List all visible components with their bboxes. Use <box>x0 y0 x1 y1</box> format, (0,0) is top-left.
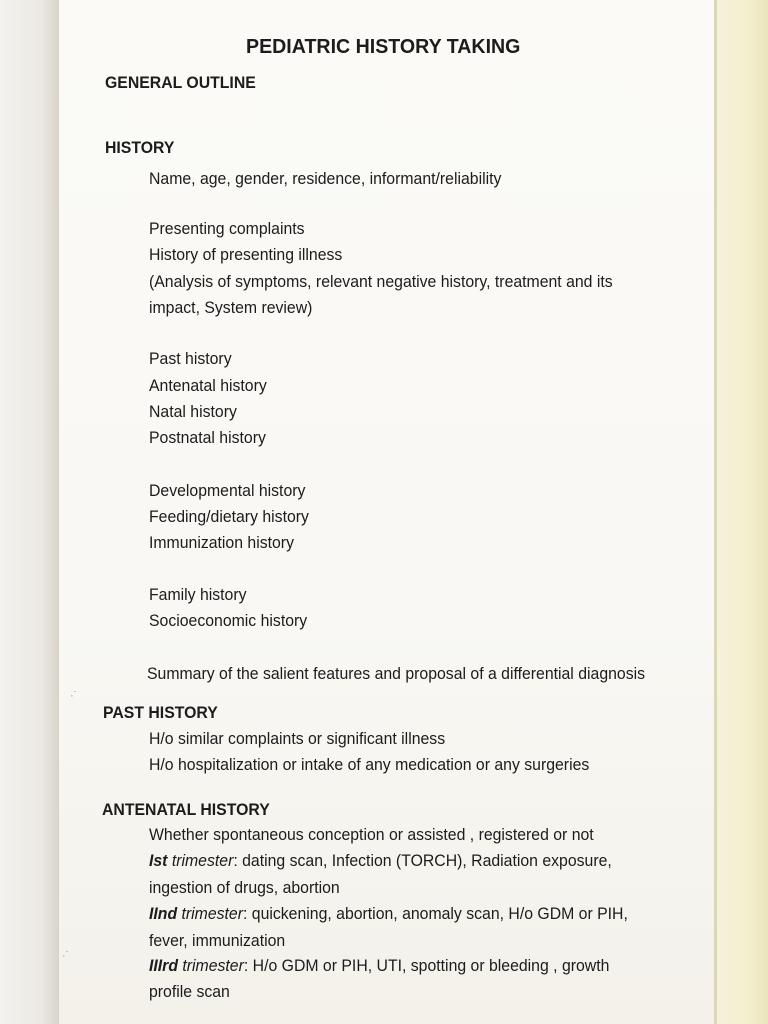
trimester-text: : dating scan, Infection (TORCH), Radiation exposure, <box>233 851 612 870</box>
trimester-number: Ist <box>149 851 168 870</box>
paper-speck: ·˙ <box>62 950 70 962</box>
past-history-heading: PAST HISTORY <box>103 703 218 722</box>
past-history-line: H/o hospitalization or intake of any medication or any surgeries <box>149 755 590 774</box>
history-line: Developmental history <box>149 481 306 500</box>
trimester-number: IInd <box>149 904 178 923</box>
page-right-margin <box>714 0 768 1024</box>
history-line: (Analysis of symptoms, relevant negative history, treatment and its <box>149 272 613 291</box>
first-trimester-continuation: ingestion of drugs, abortion <box>149 878 340 897</box>
history-line: History of presenting illness <box>149 245 343 264</box>
trimester-word: trimester <box>167 851 234 870</box>
history-line: Natal history <box>149 402 237 421</box>
history-line: Postnatal history <box>149 428 266 447</box>
history-line: Socioeconomic history <box>149 611 308 630</box>
document-page <box>58 0 714 1024</box>
second-trimester-line <box>149 904 628 924</box>
history-line: Antenatal history <box>149 376 267 395</box>
trimester-number: IIIrd <box>149 956 178 975</box>
past-history-line: H/o similar complaints or significant illness <box>149 729 446 748</box>
trimester-word: trimester <box>177 904 243 923</box>
history-line: impact, System review) <box>149 298 313 317</box>
history-line: Past history <box>149 349 232 368</box>
history-line: Family history <box>149 585 247 604</box>
second-trimester-continuation: fever, immunization <box>149 931 286 950</box>
antenatal-history-heading: ANTENATAL HISTORY <box>102 800 270 819</box>
history-summary-line: Summary of the salient features and proposal of a differential diagnosis <box>147 664 646 683</box>
trimester-text: : quickening, abortion, anomaly scan, H/o GDM or PIH, <box>242 904 628 923</box>
history-line: Immunization history <box>149 533 294 552</box>
page-left-margin <box>0 0 58 1024</box>
history-heading: HISTORY <box>105 138 175 157</box>
trimester-text: : H/o GDM or PIH, UTI, spotting or bleeding , growth <box>243 956 610 975</box>
history-line: Presenting complaints <box>149 219 305 238</box>
history-line: Name, age, gender, residence, informant/reliability <box>149 169 502 188</box>
paper-speck: ·˙ <box>70 690 78 702</box>
third-trimester-line <box>149 956 609 976</box>
general-outline-heading: GENERAL OUTLINE <box>105 73 256 92</box>
document-title: PEDIATRIC HISTORY TAKING <box>246 36 521 58</box>
trimester-word: trimester <box>177 956 244 975</box>
history-line: Feeding/dietary history <box>149 507 309 526</box>
page-fold <box>714 0 717 1024</box>
third-trimester-continuation: profile scan <box>149 982 230 1001</box>
first-trimester-line <box>149 851 612 871</box>
antenatal-line: Whether spontaneous conception or assisted , registered or not <box>149 825 594 844</box>
